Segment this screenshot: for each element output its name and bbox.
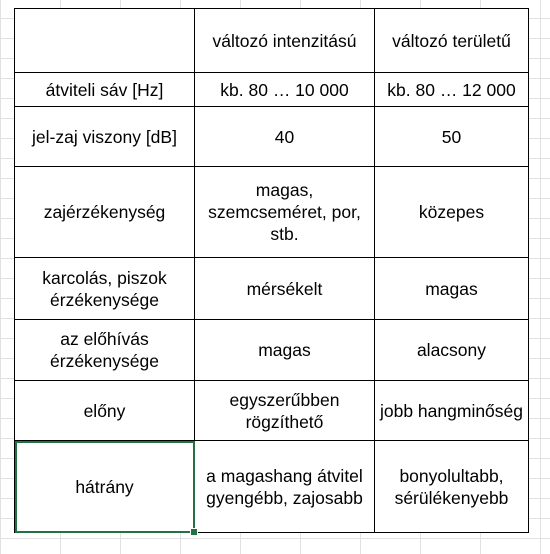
table-cell[interactable]: a magashang átvitel gyengébb, zajosabb (195, 441, 375, 533)
table-cell[interactable]: alacsony (375, 320, 529, 381)
table-cell[interactable]: mérsékelt (195, 258, 375, 320)
table-header-row (15, 9, 529, 73)
table-cell[interactable]: magas, szemcseméret, por, stb. (195, 167, 375, 258)
table-cell[interactable]: magas (195, 320, 375, 381)
fill-handle[interactable] (190, 528, 198, 536)
table-row (15, 381, 529, 441)
row-label-cell[interactable]: átviteli sáv [Hz] (15, 73, 195, 107)
table-row (15, 167, 529, 258)
table-cell[interactable]: 40 (195, 107, 375, 167)
header-cell-valtozo-intenzitasu[interactable]: változó intenzitású (195, 9, 375, 73)
row-label-cell[interactable]: jel-zaj viszony [dB] (15, 107, 195, 167)
table-cell[interactable]: kb. 80 … 10 000 (195, 73, 375, 107)
table-row (15, 73, 529, 107)
table-cell[interactable]: egyszerűbben rögzíthető (195, 381, 375, 441)
table-row (15, 320, 529, 381)
table-cell[interactable]: közepes (375, 167, 529, 258)
table-row (15, 258, 529, 320)
table-row (15, 441, 529, 533)
table-cell[interactable]: bonyolultabb, sérülékenyebb (375, 441, 529, 533)
table-cell[interactable]: magas (375, 258, 529, 320)
row-label-text: hátrány (75, 476, 134, 497)
table-row (15, 107, 529, 167)
table-cell[interactable]: 50 (375, 107, 529, 167)
header-cell-empty[interactable] (15, 9, 195, 73)
selected-cell[interactable] (15, 441, 195, 533)
table-cell[interactable]: jobb hangminőség (375, 381, 529, 441)
table-cell[interactable]: kb. 80 … 12 000 (375, 73, 529, 107)
comparison-table (14, 8, 529, 533)
row-label-cell[interactable]: az előhívás érzékenysége (15, 320, 195, 381)
row-label-cell[interactable]: karcolás, piszok érzékenysége (15, 258, 195, 320)
header-cell-valtozo-terulettu[interactable]: változó területű (375, 9, 529, 73)
row-label-cell[interactable]: előny (15, 381, 195, 441)
row-label-cell[interactable]: zajérzékenység (15, 167, 195, 258)
